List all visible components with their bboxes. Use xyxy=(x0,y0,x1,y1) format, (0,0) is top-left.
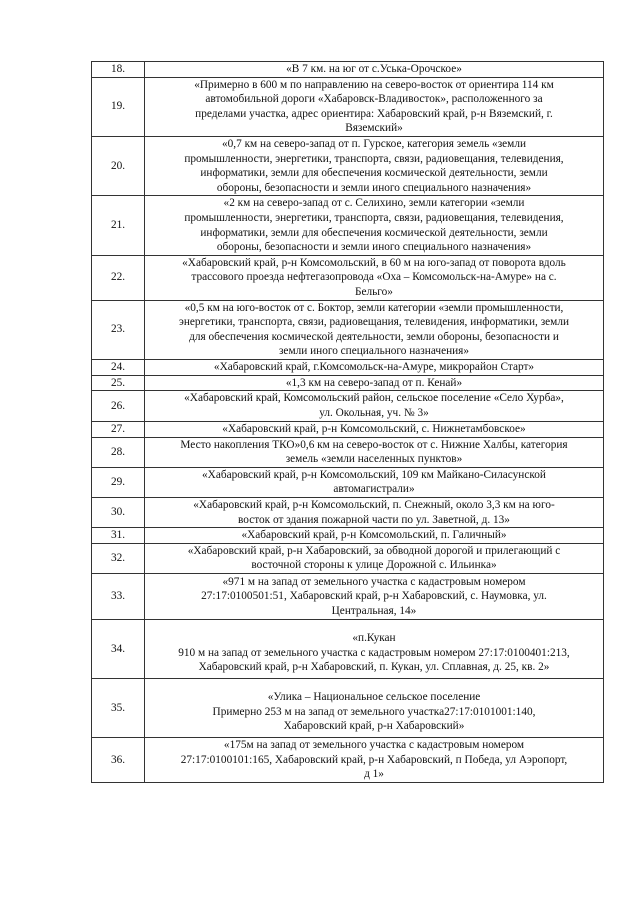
description-line: земли иного специального назначения» xyxy=(278,345,470,358)
location-description xyxy=(145,375,604,391)
description-line: «Улика – Национальное сельское поселение xyxy=(267,691,481,704)
row-number: 26. xyxy=(92,391,145,421)
table-row xyxy=(92,359,604,375)
location-description xyxy=(145,437,604,467)
description-line: промышленности, энергетики, транспорта, связи, радиовещания, телевидения, xyxy=(184,211,564,224)
description-line: «0,5 км на юго-восток от с. Боктор, земли категории «земли промышленности, xyxy=(184,301,564,314)
row-number: 18. xyxy=(92,62,145,78)
description-line: «Хабаровский край, р-н Комсомольский, п. Снежный, около 3,3 км на юго- xyxy=(193,499,555,512)
row-number: 31. xyxy=(92,528,145,544)
location-description xyxy=(145,62,604,78)
table-row xyxy=(92,543,604,573)
table-row xyxy=(92,437,604,467)
description-line: промышленности, энергетики, транспорта, связи, радиовещания, телевидения, xyxy=(184,152,564,165)
description-line: 27:17:0100101:165, Хабаровский край, р-н Хабаровский, п Победа, ул Аэропорт, xyxy=(180,753,568,766)
row-number: 34. xyxy=(92,620,145,679)
row-number: 19. xyxy=(92,77,145,136)
description-line: «Примерно в 600 м по направлению на северо-восток от ориентира 114 км xyxy=(194,78,554,91)
description-line: энергетики, транспорта, связи, радиовещания, телевидения, информатики, земли xyxy=(178,316,570,329)
location-description xyxy=(145,77,604,136)
description-line: восточной стороны к улице Дорожной с. Ильинка» xyxy=(251,559,497,572)
table-row xyxy=(92,255,604,300)
table-row xyxy=(92,679,604,738)
description-line: Место накопления ТКО»0,6 км на северо-восток от с. Нижние Халбы, категория xyxy=(180,438,568,451)
row-number: 23. xyxy=(92,300,145,359)
description-line: ул. Окольная, уч. № 3» xyxy=(319,407,429,420)
description-line: земель «земли населенных пунктов» xyxy=(285,453,463,466)
row-number: 24. xyxy=(92,359,145,375)
table-row xyxy=(92,498,604,528)
description-line: Хабаровский край, р-н Хабаровский» xyxy=(283,720,465,733)
description-line: автомобильной дороги «Хабаровск-Владивосток», расположенного за xyxy=(205,93,543,106)
description-line: Вяземский» xyxy=(345,122,403,135)
description-line: «1,3 км на северо-запад от п. Кенай» xyxy=(285,376,463,389)
location-description xyxy=(145,528,604,544)
location-description xyxy=(145,620,604,679)
description-line: восток от здания пожарной части по ул. Заветной, д. 13» xyxy=(238,513,510,526)
description-line: Примерно 253 м на запад от земельного участка27:17:0101001:140, xyxy=(212,705,536,718)
table-row xyxy=(92,620,604,679)
sites-table xyxy=(91,61,604,783)
description-line: «0,7 км на северо-запад от п. Гурское, категория земель «земли xyxy=(221,137,527,150)
description-line: «Хабаровский край, г.Комсомольск-на-Амуре, микрорайон Старт» xyxy=(213,361,535,374)
location-description xyxy=(145,574,604,620)
location-description xyxy=(145,391,604,421)
table-row xyxy=(92,391,604,421)
table-row xyxy=(92,196,604,255)
description-line: обороны, безопасности и земли иного специального назначения» xyxy=(216,181,532,194)
description-line: «В 7 км. на юг от с.Уська-Орочское» xyxy=(286,63,462,75)
row-number: 25. xyxy=(92,375,145,391)
description-line: «971 м на запад от земельного участка с кадастровым номером xyxy=(222,575,526,588)
row-number: 33. xyxy=(92,574,145,620)
description-line: «Хабаровский край, р-н Комсомольский, п. Галичный» xyxy=(241,529,507,542)
row-number: 30. xyxy=(92,498,145,528)
table-row xyxy=(92,77,604,136)
row-number: 35. xyxy=(92,679,145,738)
table-row xyxy=(92,300,604,359)
description-line: Хабаровский край, р-н Хабаровский, п. Кукан, ул. Сплавная, д. 25, кв. 2» xyxy=(198,661,550,674)
row-number: 28. xyxy=(92,437,145,467)
table-row xyxy=(92,738,604,783)
location-description xyxy=(145,255,604,300)
location-description xyxy=(145,421,604,437)
location-description xyxy=(145,498,604,528)
table-row xyxy=(92,574,604,620)
description-line: пределами участка, адрес ориентира: Хабаровский край, р-н Вяземский, г. xyxy=(195,107,553,120)
description-line: 910 м на запад от земельного участка с кадастровым номером 27:17:0100401:213, xyxy=(178,646,570,659)
description-line: автомагистрали» xyxy=(333,483,415,496)
location-description xyxy=(145,738,604,783)
description-line: Центральная, 14» xyxy=(331,604,417,617)
row-number: 32. xyxy=(92,543,145,573)
row-number: 27. xyxy=(92,421,145,437)
table-row xyxy=(92,467,604,497)
row-number: 36. xyxy=(92,738,145,783)
table-body xyxy=(92,62,604,783)
row-number: 22. xyxy=(92,255,145,300)
description-line: «Хабаровский край, р-н Комсомольский, 109 км Майкано-Силасунской xyxy=(202,468,546,481)
description-line: «175м на запад от земельного участка с кадастровым номером xyxy=(223,739,525,752)
row-number: 21. xyxy=(92,196,145,255)
row-number: 20. xyxy=(92,136,145,195)
description-line: 27:17:0100501:51, Хабаровский край, р-н Хабаровский, с. Наумовка, ул. xyxy=(201,590,547,603)
location-description xyxy=(145,300,604,359)
description-line: «Хабаровский край, р-н Комсомольский, с. Нижнетамбовское» xyxy=(222,422,526,435)
description-line: «Хабаровский край, р-н Комсомольский, в 60 м на юго-запад от поворота вдоль xyxy=(182,256,566,269)
description-line: информатики, земли для обеспечения космической деятельности, земли xyxy=(200,167,548,180)
table-row xyxy=(92,421,604,437)
description-line: д 1» xyxy=(364,768,384,781)
description-line: Бельго» xyxy=(355,285,393,298)
location-description xyxy=(145,467,604,497)
location-description xyxy=(145,196,604,255)
description-line: «Хабаровский край, Комсомольский район, сельское поселение «Село Хурба», xyxy=(184,392,564,405)
description-line: «Хабаровский край, р-н Хабаровский, за обводной дорогой и прилегающий с xyxy=(187,544,561,557)
description-line: информатики, земли для обеспечения космической деятельности, земли xyxy=(200,226,548,239)
description-line: трассового проезда нефтегазопровода «Оха – Комсомольск-на-Амуре» на с. xyxy=(191,271,557,284)
location-description xyxy=(145,679,604,738)
row-number: 29. xyxy=(92,467,145,497)
table-row xyxy=(92,375,604,391)
description-line: обороны, безопасности и земли иного специального назначения» xyxy=(216,241,532,254)
description-line: «2 км на северо-запад от с. Селихино, земли категории «земли xyxy=(223,197,525,210)
description-line: «п.Кукан xyxy=(352,632,396,645)
table-row xyxy=(92,62,604,78)
table-row xyxy=(92,528,604,544)
location-description xyxy=(145,136,604,195)
location-description xyxy=(145,543,604,573)
location-description xyxy=(145,359,604,375)
description-line: для обеспечения космической деятельности, земли обороны, безопасности и xyxy=(189,330,559,343)
table-row xyxy=(92,136,604,195)
